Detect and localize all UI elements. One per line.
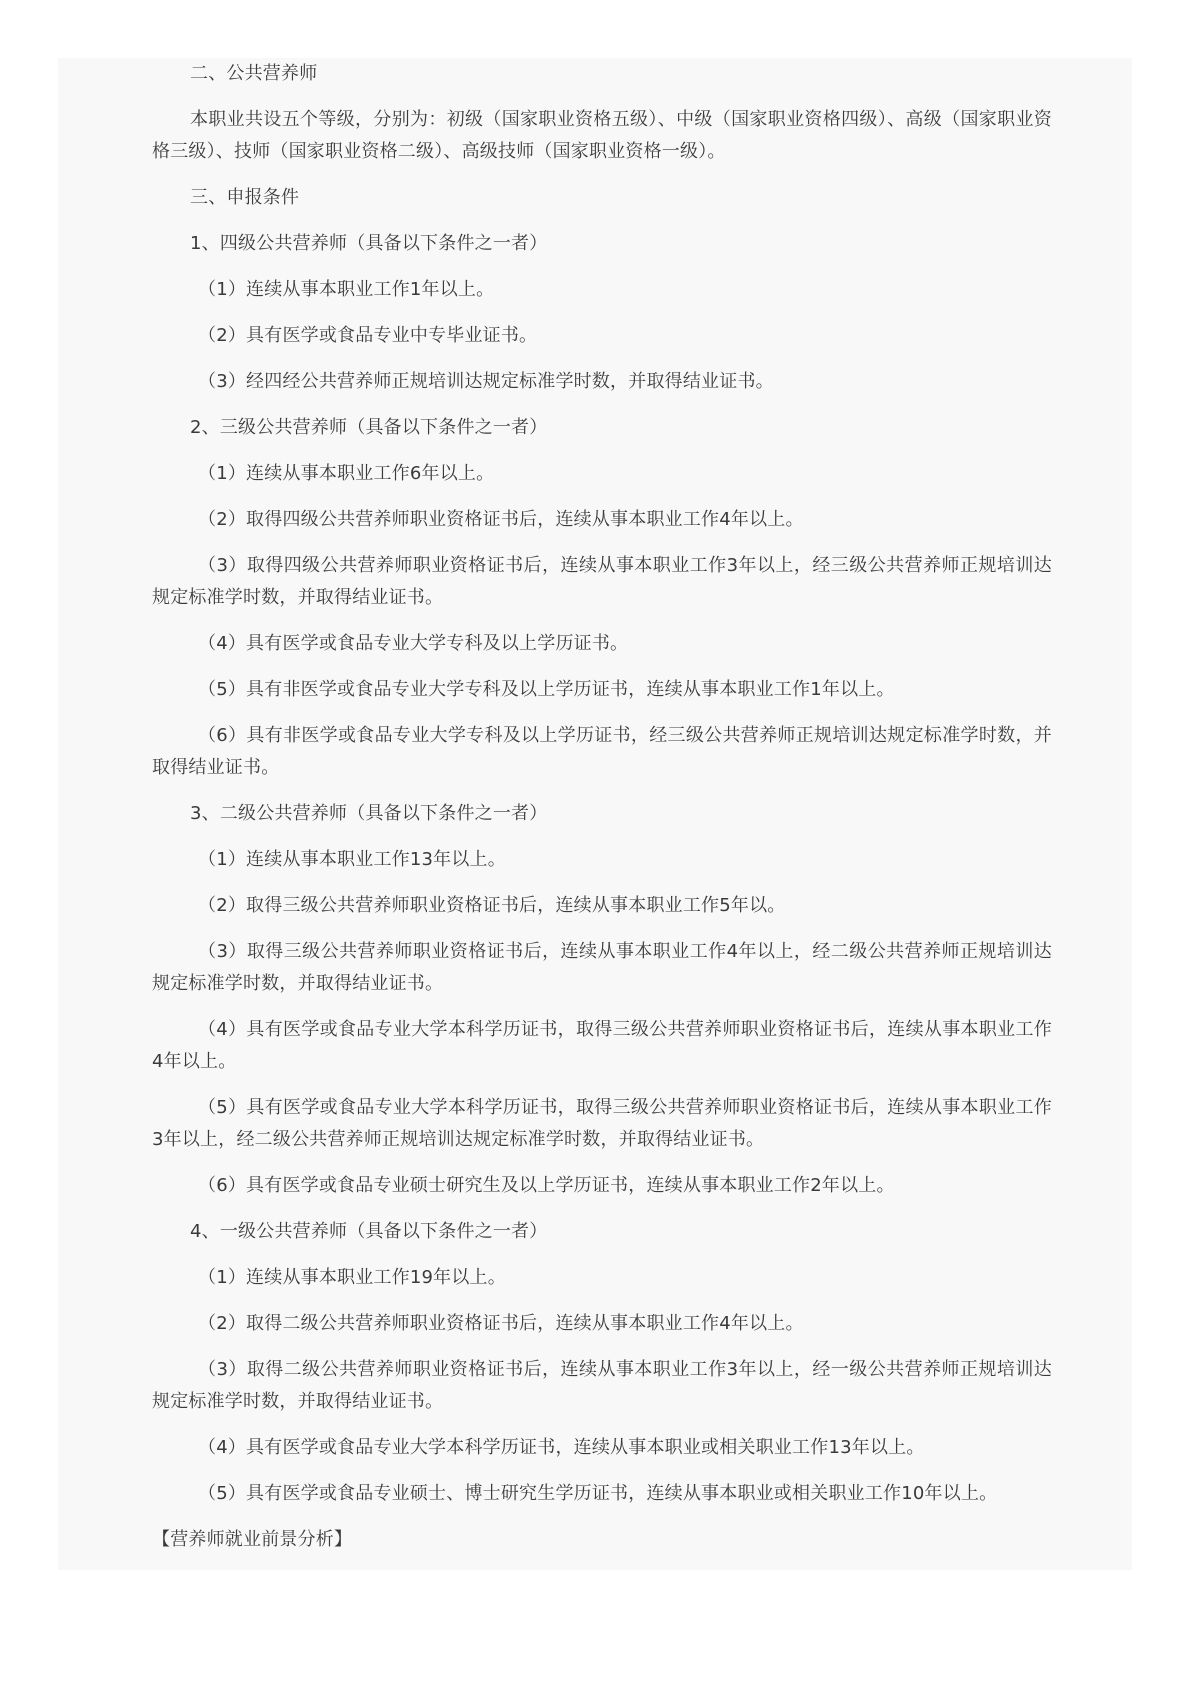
level1-item-5: （5）具有医学或食品专业硕士、博士研究生学历证书，连续从事本职业或相关职业工作10年以上。 (198, 1483, 998, 1504)
level3-item-1: （1）连续从事本职业工作6年以上。 (198, 463, 495, 484)
level3-heading: 2、三级公共营养师（具备以下条件之一者） (190, 417, 548, 438)
level3-item-3: （3）取得四级公共营养师职业资格证书后，连续从事本职业工作3年以上，经三级公共营养师正规培训达规定标准学时数，并取得结业证书。 (152, 555, 1052, 608)
level3-item-5: （5）具有非医学或食品专业大学专科及以上学历证书，连续从事本职业工作1年以上。 (198, 679, 895, 700)
level3-item-2: （2）取得四级公共营养师职业资格证书后，连续从事本职业工作4年以上。 (198, 509, 804, 530)
document-body (152, 58, 1052, 1570)
section-two-heading: 二、公共营养师 (190, 63, 318, 84)
level1-item-3: （3）取得二级公共营养师职业资格证书后，连续从事本职业工作3年以上，经一级公共营养师正规培训达规定标准学时数，并取得结业证书。 (152, 1359, 1052, 1412)
level2-item-6: （6）具有医学或食品专业硕士研究生及以上学历证书，连续从事本职业工作2年以上。 (198, 1175, 895, 1196)
level2-item-2: （2）取得三级公共营养师职业资格证书后，连续从事本职业工作5年以。 (198, 895, 786, 916)
level1-item-1: （1）连续从事本职业工作19年以上。 (198, 1267, 506, 1288)
closing-heading: 【营养师就业前景分析】 (152, 1529, 353, 1550)
level4-heading: 1、四级公共营养师（具备以下条件之一者） (190, 233, 548, 254)
level4-item-3: （3）经四经公共营养师正规培训达规定标准学时数，并取得结业证书。 (198, 371, 774, 392)
level2-item-5: （5）具有医学或食品专业大学本科学历证书，取得三级公共营养师职业资格证书后，连续从事本职业工作3年以上，经二级公共营养师正规培训达规定标准学时数，并取得结业证书。 (152, 1097, 1052, 1150)
level2-item-4: （4）具有医学或食品专业大学本科学历证书，取得三级公共营养师职业资格证书后，连续从事本职业工作4年以上。 (152, 1019, 1052, 1072)
level4-item-1: （1）连续从事本职业工作1年以上。 (198, 279, 495, 300)
level2-item-3: （3）取得三级公共营养师职业资格证书后，连续从事本职业工作4年以上，经二级公共营养师正规培训达规定标准学时数，并取得结业证书。 (152, 941, 1052, 994)
section-three-heading: 三、申报条件 (190, 187, 300, 208)
level2-heading: 3、二级公共营养师（具备以下条件之一者） (190, 803, 548, 824)
level1-heading: 4、一级公共营养师（具备以下条件之一者） (190, 1221, 548, 1242)
level2-item-1: （1）连续从事本职业工作13年以上。 (198, 849, 506, 870)
level3-item-4: （4）具有医学或食品专业大学专科及以上学历证书。 (198, 633, 629, 654)
section-two-body: 本职业共设五个等级，分别为：初级（国家职业资格五级）、中级（国家职业资格四级）、高级（国家职业资格三级）、技师（国家职业资格二级）、高级技师（国家职业资格一级）。 (152, 109, 1052, 162)
level1-item-2: （2）取得二级公共营养师职业资格证书后，连续从事本职业工作4年以上。 (198, 1313, 804, 1334)
level4-item-2: （2）具有医学或食品专业中专毕业证书。 (198, 325, 538, 346)
level1-item-4: （4）具有医学或食品专业大学本科学历证书，连续从事本职业或相关职业工作13年以上。 (198, 1437, 925, 1458)
level3-item-6: （6）具有非医学或食品专业大学专科及以上学历证书，经三级公共营养师正规培训达规定标准学时数，并取得结业证书。 (152, 725, 1052, 778)
